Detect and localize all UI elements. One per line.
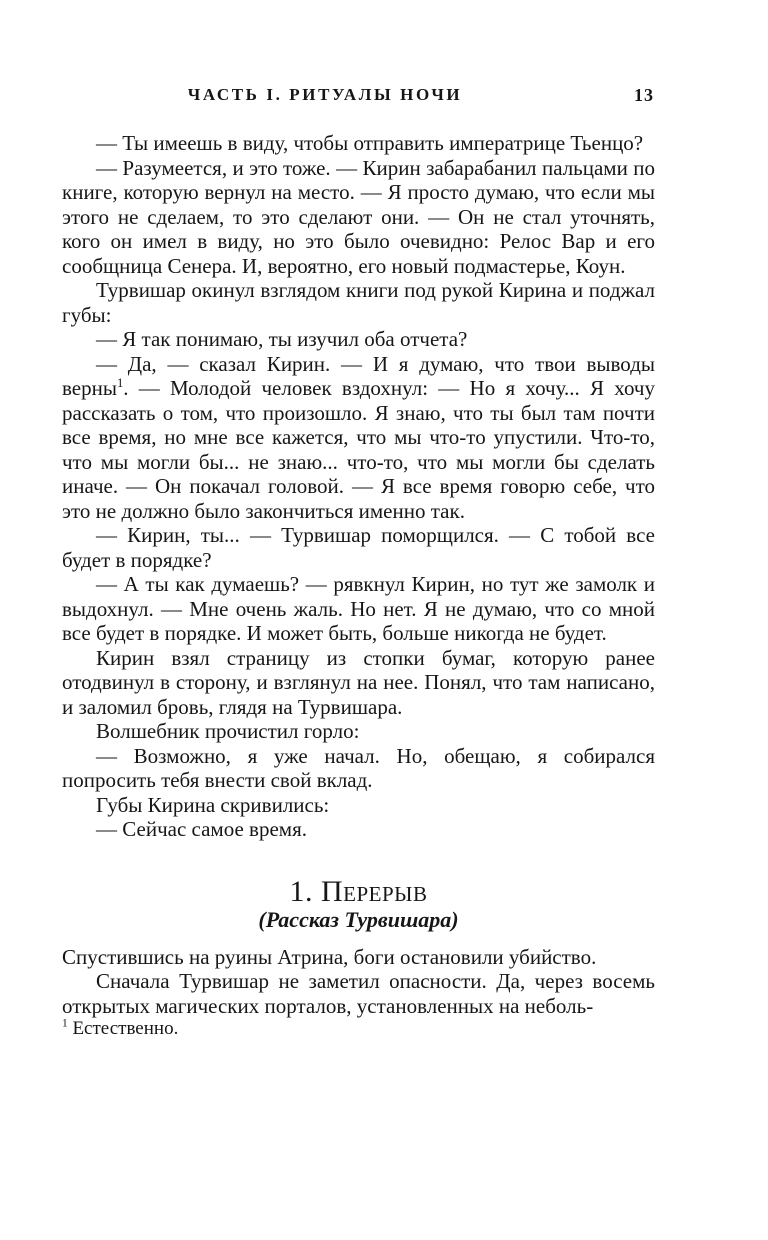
footnote-reference: 1: [116, 376, 124, 390]
body-paragraph: [62, 352, 655, 524]
body-paragraph: Губы Кирина скривились:: [96, 792, 330, 817]
running-header-title: ЧАСТЬ I. РИТУАЛЫ НОЧИ: [187, 85, 463, 104]
paragraph-text: — Да, — сказал Кирин. — И я думаю, что твои выводы верны: [62, 351, 655, 400]
body-paragraph: — Кирин, ты... — Турвишар поморщился. — С тобой все будет в порядке?: [62, 523, 655, 572]
body-paragraph: — Ты имеешь в виду, чтобы отправить императрице Тьенцо?: [96, 131, 644, 155]
body-paragraph: Кирин взял страницу из стопки бумаг, которую ранее отодвинул в сторону, и взглянул на нее. Понял, что там написано, и заломил бровь, глядя на Турвишара.: [62, 645, 655, 719]
text-block: [62, 131, 655, 1040]
chapter-subtitle: (Рассказ Турвишара): [258, 906, 459, 932]
footnote-marker: 1: [62, 1017, 68, 1030]
chapter-section: [62, 876, 655, 1019]
body-paragraph: Сначала Турвишар не заметил опасности. Да, через восемь открытых магических порталов, установленных на неболь-: [62, 969, 655, 1018]
body-paragraph: Волшебник прочистил горло:: [96, 719, 360, 743]
page-number: 13: [634, 85, 654, 105]
chapter-body: [62, 945, 655, 1019]
running-head: [0, 85, 768, 107]
body-paragraph: Турвишар окинул взглядом книги под рукой Кирина и поджал губы:: [62, 278, 655, 327]
body-paragraph: — А ты как думаешь? — рявкнул Кирин, но тут же замолк и выдохнул. — Мне очень жаль. Но нет. Я не думаю, что со мной все будет в порядке. И может быть, больше никогда не будет.: [62, 572, 655, 645]
body-paragraph: — Возможно, я уже начал. Но, обещаю, я собирался попросить тебя внести свой вклад.: [62, 743, 655, 792]
body-paragraph: — Разумеется, и это тоже. — Кирин забарабанил пальцами по книге, которую вернул на место. — Я просто думаю, что если мы этого не сделаем, то это сделают они. — Он не стал уточнять, кого он имел в виду, но это было очевидно: Релос Вар и его сообщница Сенера. И, вероятно, его новый подмастерье, Коун.: [62, 155, 655, 278]
body-paragraph: — Я так понимаю, ты изучил оба отчета?: [96, 327, 468, 351]
footnote-text: Естественно.: [72, 1018, 179, 1039]
body-paragraph: — Сейчас самое время.: [96, 817, 307, 841]
chapter-heading: 1. Перерыв: [289, 874, 428, 908]
paragraph-text: . — Молодой человек вздохнул: — Но я хочу... Я хочу рассказать о том, что произошло. Я знаю, что ты был там почти все время, но мне все кажется, что мы что-то упустили. Что-то, что мы могли бы... не знаю... что-то, что мы могли бы сделать иначе. — Он покачал головой. — Я все время говорю себе, что это не должно было закончиться именно так.: [62, 376, 655, 523]
body-paragraph: Спустившись на руины Атрина, боги остановили убийство.: [62, 944, 597, 969]
footnote: [62, 1018, 655, 1040]
